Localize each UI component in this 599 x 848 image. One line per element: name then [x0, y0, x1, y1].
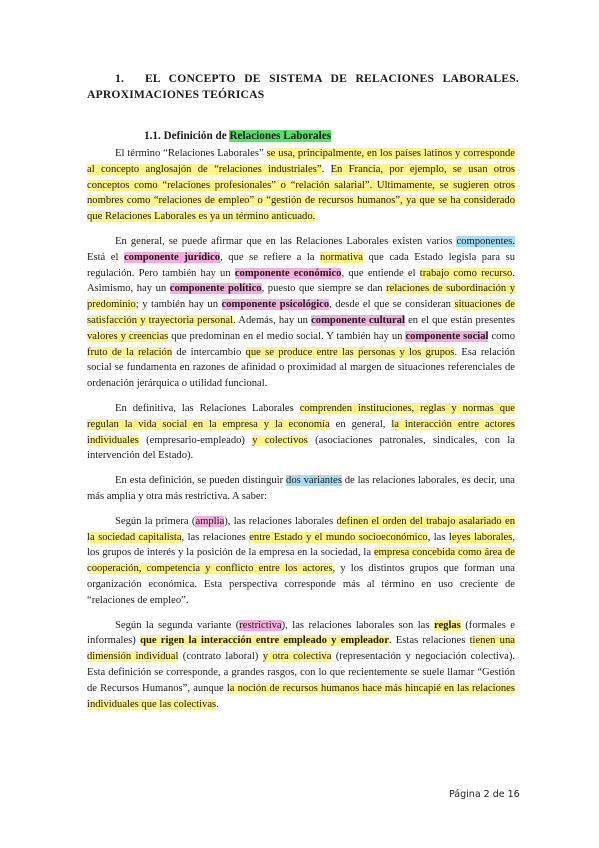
paragraph-2: [87, 234, 515, 392]
text-run: ), las relaciones laborales son las: [281, 619, 434, 631]
text-run: que predominan en el medio social. Y también hay un: [168, 330, 406, 342]
text-run: de las relaciones laborales, es decir, una más amplia y otra más restrictiva. A saber:: [87, 475, 515, 502]
text-run: , que entiende el: [341, 267, 420, 279]
highlight-yellow: definen el orden del trabajo asalariado en la sociedad capitalista: [87, 515, 515, 543]
highlight-pink-bold: componente cultural: [311, 314, 405, 326]
text-run: . Estas relaciones: [388, 635, 470, 647]
text-run: (empresario-empleado): [138, 434, 253, 446]
highlight-yellow: y colectivos: [252, 434, 308, 446]
text-run: , las: [427, 531, 449, 543]
text-run: .: [321, 163, 331, 175]
paragraph-1: [87, 146, 515, 225]
paragraph-4: [87, 473, 515, 505]
highlight-yellow: se usa, principalmente, en los países latinos y corresponde al concepto anglosajón de “relaciones industriales”: [87, 148, 515, 175]
highlight-blue: dos variantes: [286, 475, 342, 487]
highlight-yellow: comprenden instituciones, reglas y normas que regulan la vida social en la empresa y la economía: [87, 402, 515, 430]
subsection-title: Definición de: [163, 130, 230, 142]
text-run: , y los distintos grupos que forman una organización económica. Esta perspectiva corresponde más al término en uso creciente de “relaciones de empleo”.: [87, 563, 515, 606]
highlight-yellow: empresa concebida como área de cooperación, competencia y conflicto entre los actores: [87, 547, 515, 575]
highlight-yellow: trabajo como recurso: [419, 267, 513, 279]
subsection-number: 1.1.: [144, 130, 161, 142]
highlight-pink-bold: componente político: [169, 283, 262, 295]
text-run: Según la primera (: [115, 515, 196, 527]
paragraph-3: [87, 401, 515, 464]
highlight-pink-bold: componente económico: [234, 267, 342, 279]
highlight-pink-bold: componente social: [405, 330, 489, 342]
text-run: en general,: [329, 418, 392, 430]
text-run: (contrato laboral): [178, 651, 263, 663]
text-run: como: [488, 330, 516, 342]
text-run: en el que están presentes: [404, 314, 515, 326]
highlight-yellow: la noción de recursos humanos hace más hincapié en las relaciones individuales que las colectivas: [87, 682, 515, 710]
text-run: . Asimismo, hay un: [87, 267, 516, 295]
document-body: [87, 146, 515, 721]
section-heading: [87, 71, 519, 103]
highlight-pink-bold: componente psicológico: [221, 299, 330, 311]
highlight-pink: restrictiva: [239, 619, 282, 631]
highlight-yellow-bold: reglas: [433, 619, 461, 631]
highlight-yellow: entre Estado y el mundo socioeconómico: [249, 531, 428, 543]
text-run: (asociaciones patronales, sindicales, con la intervención del Estado).: [87, 434, 515, 462]
text-run: , los grupos de interés y la posición de la empresa en la sociedad, la: [87, 531, 516, 559]
text-run: .: [216, 698, 219, 710]
paragraph-6: [87, 618, 515, 713]
highlight-blue: componentes.: [456, 235, 515, 247]
text-run: ; y también hay un: [135, 299, 222, 311]
text-run: En definitiva, las Relaciones Laborales: [115, 402, 300, 414]
page-number-footer: Página 2 de 16: [449, 789, 520, 800]
highlight-pink: amplia: [195, 515, 225, 527]
text-run: (representación y negociación colectiva). Esta definición se corresponde, a grandes rasgos, con lo que recientemente se suele llamar “Gestión de Recursos Humanos”, aunque: [87, 651, 516, 694]
highlight-yellow: leyes laborales: [448, 531, 513, 543]
subsection-title-highlight: Relaciones Laborales: [229, 130, 332, 142]
highlight-yellow: la interacción entre actores individuales: [87, 418, 515, 446]
highlight-pink-bold: componente jurídico: [123, 251, 221, 263]
highlight-yellow: relaciones de subordinación y predominio: [87, 283, 516, 311]
highlight-yellow: y otra colectiva: [262, 651, 332, 663]
text-run: Según la segunda variante (: [115, 619, 240, 631]
highlight-yellow: tienen una dimensión individual: [87, 635, 515, 663]
text-run: ), las relaciones laborales: [224, 515, 337, 527]
highlight-yellow: situaciones de satisfacción y trayectoria personal: [87, 299, 516, 326]
text-run: Está el: [87, 251, 124, 263]
highlight-yellow-bold: que rigen la interacción entre empleado y empleador: [140, 635, 389, 647]
section-title: EL CONCEPTO DE SISTEMA DE RELACIONES LABORALES. APROXIMACIONES TEÓRICAS: [87, 72, 519, 101]
highlight-yellow: valores y creencias: [87, 330, 169, 342]
text-run: , desde el que se consideran: [329, 299, 455, 311]
text-run: En general, se puede afirmar que en las Relaciones Laborales existen varios: [115, 235, 457, 247]
text-run: , las relaciones: [181, 531, 250, 543]
text-run: (formales e informales): [87, 619, 515, 647]
highlight-yellow: En Francia, por ejemplo, se usan otros conceptos como “relaciones profesionales” o “relación salarial”. Ultimamente, se sugieren otros nombres como “relaciones de empleo” o “gestión de recursos humanos”, ya que se ha considerado que Relaciones Laborales es ya un término anticuado.: [87, 163, 515, 223]
text-run: El término “Relaciones Laborales”: [115, 148, 267, 159]
highlight-yellow: fruto de la relación: [87, 346, 173, 358]
highlight-yellow: normativa: [320, 251, 363, 263]
text-run: , que se refiere a la: [220, 251, 321, 263]
paragraph-5: [87, 514, 515, 609]
text-run: que cada Estado legisla para su regulación. Pero también hay un: [87, 251, 515, 279]
text-run: de intercambio: [172, 346, 246, 358]
text-run: . Esa relación social se fundamenta en razones de afinidad o proximidad al margen de situaciones referenciales de ordenación jerárquica o utilidad funcional.: [87, 346, 516, 390]
text-run: , puesto que siempre se dan: [261, 283, 387, 295]
text-run: . Además, hay un: [233, 314, 312, 326]
subsection-heading: [144, 129, 331, 143]
text-run: En esta definición, se pueden distinguir: [115, 475, 287, 487]
highlight-yellow: que se produce entre las personas y los grupos: [245, 346, 455, 358]
section-number: 1.: [115, 72, 125, 85]
